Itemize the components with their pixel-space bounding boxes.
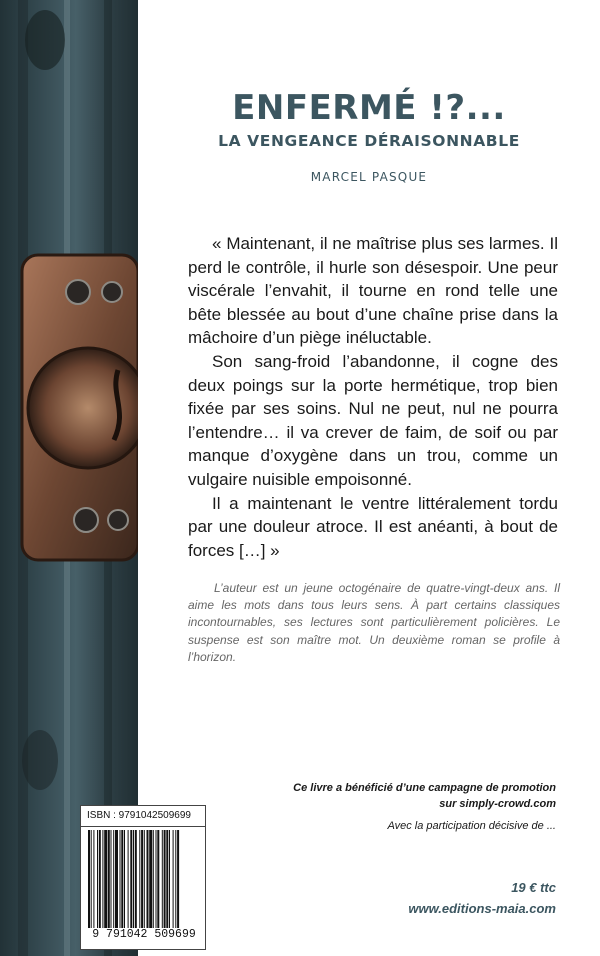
barcode-bar — [111, 830, 112, 928]
barcode-bar — [93, 830, 94, 928]
excerpt-paragraph: Son sang-froid l’abandonne, il cogne des deux poings sur la porte hermétique, trop bien fixée par ses soins. Nul ne peut, nul ne pourra l’entendre… il va crever de faim, de soif ou par manque d’oxygène dans un trou, comme un vulgaire nuisible empoisonné. — [188, 351, 558, 489]
publisher-website: www.editions-maia.com — [408, 901, 556, 916]
participation-note: Avec la participation décisive de ... — [387, 820, 556, 832]
barcode-bar — [156, 830, 157, 928]
promo-notice — [216, 780, 556, 812]
barcode-bar — [124, 830, 125, 928]
excerpt — [188, 232, 558, 562]
promo-line: sur simply-crowd.com — [439, 798, 556, 810]
barcode-bar — [99, 830, 101, 928]
back-cover-content — [138, 0, 600, 956]
price: 19 € ttc — [511, 880, 556, 895]
barcode-bar — [135, 830, 137, 928]
divider — [81, 826, 205, 827]
barcode-bar — [130, 830, 132, 928]
barcode-bar — [141, 830, 143, 928]
isbn-label: ISBN : 9791042509699 — [87, 810, 191, 821]
barcode-bar — [115, 830, 118, 928]
barcode-bar — [173, 830, 174, 928]
barcode-bar — [139, 830, 140, 928]
isbn-barcode-box — [80, 805, 206, 950]
barcode-bar — [133, 830, 134, 928]
book-subtitle: LA VENGEANCE DÉRAISONNABLE — [218, 132, 520, 150]
barcode-bar — [149, 830, 152, 928]
barcode-bar — [175, 830, 176, 928]
excerpt-paragraph: « Maintenant, il ne maîtrise plus ses larmes. Il perd le contrôle, il hurle son désespoir. Une peur viscérale l’envahit, il tourne en rond telle une bête blessée au bout d’une chaîne prise dans la mâchoire d’un piège inéluctable. — [188, 234, 558, 348]
barcode-bar — [147, 830, 149, 928]
book-title: ENFERMÉ !?... — [232, 88, 506, 128]
promo-line: Ce livre a bénéficié d’une campagne de promotion — [293, 782, 556, 794]
barcode-bar — [128, 830, 129, 928]
barcode-bar — [177, 830, 179, 928]
barcode-bar — [91, 830, 92, 928]
barcode-bar — [97, 830, 98, 928]
barcode-bar — [153, 830, 154, 928]
barcode-bar — [108, 830, 110, 928]
barcode-bar — [164, 830, 166, 928]
author-name: MARCEL PASQUE — [310, 170, 428, 184]
barcode-digits: 9 791042 509699 — [92, 928, 196, 941]
about-author: L’auteur est un jeune octogénaire de quatre-vingt-deux ans. Il aime les mots dans tous leurs sens. À part certains classiques incontournables, ses lectures sont particulièrement policières. Le suspense est son maître mot. Un deuxième roman se profile à l’horizon. — [188, 581, 560, 664]
barcode-bar — [166, 830, 168, 928]
excerpt-paragraph: Il a maintenant le ventre littéralement tordu par une douleur atroce. Il est anéanti, à bout de forces […] » — [188, 493, 558, 560]
barcode-bar — [113, 830, 114, 928]
barcode-bar — [104, 830, 107, 928]
barcode-bar — [121, 830, 123, 928]
barcode-bar — [162, 830, 163, 928]
barcode-bar — [88, 830, 90, 928]
barcode-bar — [157, 830, 159, 928]
barcode-bar — [169, 830, 170, 928]
barcode-bar — [120, 830, 121, 928]
barcode-icon — [87, 830, 201, 928]
barcode-bar — [102, 830, 103, 928]
barcode-bar — [144, 830, 145, 928]
